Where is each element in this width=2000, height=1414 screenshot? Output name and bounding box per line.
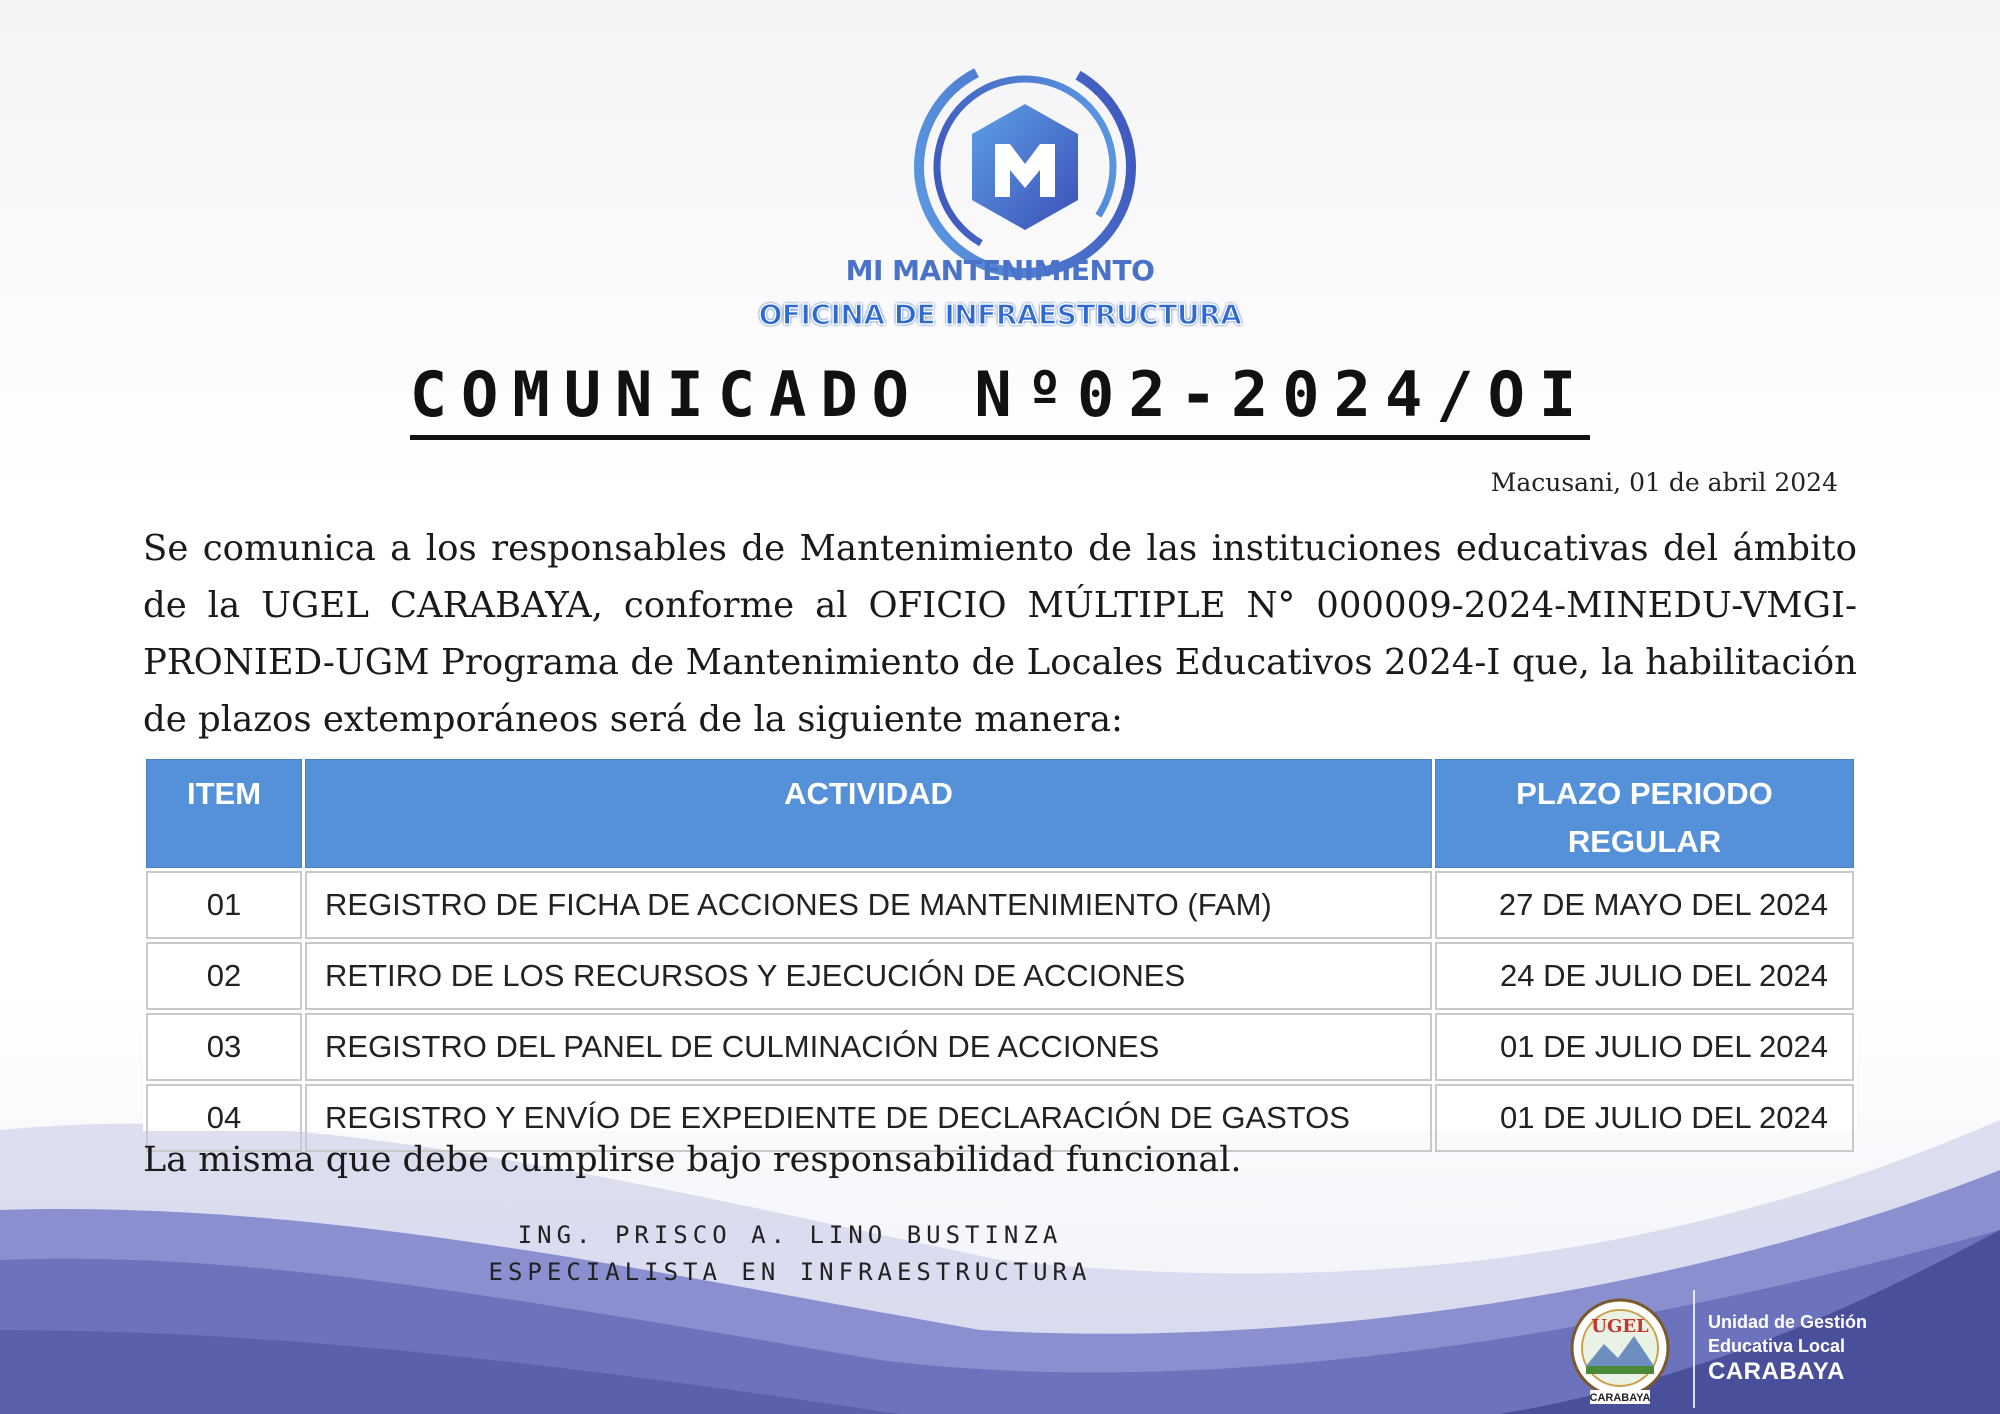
brand-subtitle: OFICINA DE INFRAESTRUCTURA — [758, 298, 1242, 331]
header-item: ITEM — [146, 759, 302, 868]
svg-text:CARABAYA: CARABAYA — [1589, 1392, 1651, 1404]
row-item: 02 — [146, 942, 302, 1010]
place-date: Macusani, 01 de abril 2024 — [1490, 468, 1838, 497]
deadlines-table — [143, 756, 1857, 1135]
row-item: 04 — [146, 1084, 302, 1152]
table-header-row — [146, 759, 1854, 868]
footer-divider — [1693, 1290, 1695, 1408]
svg-text:UGEL: UGEL — [1591, 1316, 1649, 1337]
mi-mantenimiento-logo-icon — [910, 52, 1140, 282]
document-title: COMUNICADO Nº02-2024/OI — [410, 358, 1591, 440]
closing-sentence: La misma que debe cumplirse bajo responsabilidad funcional. — [143, 1140, 1242, 1180]
row-item: 03 — [146, 1013, 302, 1081]
org-line-2: Educativa Local — [1708, 1336, 1846, 1356]
table-row — [146, 1013, 1854, 1081]
row-activity: REGISTRO Y ENVÍO DE EXPEDIENTE DE DECLARACIÓN DE GASTOS — [305, 1084, 1432, 1152]
row-deadline: 24 DE JULIO DEL 2024 — [1435, 942, 1854, 1010]
signatory-name: ING. PRISCO A. LINO BUSTINZA — [517, 1221, 1063, 1249]
row-activity: REGISTRO DE FICHA DE ACCIONES DE MANTENIMIENTO (FAM) — [305, 871, 1432, 939]
document-title-wrap — [0, 358, 2000, 440]
ugel-org-name — [1708, 1310, 1867, 1384]
brand-title: MI MANTENIMIENTO — [845, 254, 1155, 287]
signatory-role: ESPECIALISTA EN INFRAESTRUCTURA — [488, 1258, 1092, 1286]
ugel-seal-icon — [1568, 1296, 1672, 1406]
body-paragraph: Se comunica a los responsables de Mantenimiento de las instituciones educativas del ámbito de la UGEL CARABAYA, conforme al OFICIO MÚLTIPLE N° 000009-2024-MINEDU-VMGI-PRONIED-UGM Programa de Mantenimiento de Locales Educativos 2024-I que, la habilitación de plazos extemporáneos será de la siguiente manera: — [143, 528, 1857, 740]
table-row — [146, 871, 1854, 939]
row-activity: REGISTRO DEL PANEL DE CULMINACIÓN DE ACCIONES — [305, 1013, 1432, 1081]
row-activity: RETIRO DE LOS RECURSOS Y EJECUCIÓN DE ACCIONES — [305, 942, 1432, 1010]
row-deadline: 01 DE JULIO DEL 2024 — [1435, 1084, 1854, 1152]
row-deadline: 27 DE MAYO DEL 2024 — [1435, 871, 1854, 939]
row-deadline: 01 DE JULIO DEL 2024 — [1435, 1013, 1854, 1081]
table-row — [146, 942, 1854, 1010]
row-item: 01 — [146, 871, 302, 939]
org-line-1: Unidad de Gestión — [1708, 1312, 1868, 1332]
header-activity: ACTIVIDAD — [305, 759, 1432, 868]
org-line-3: CARABAYA — [1708, 1358, 1845, 1385]
header-deadline: PLAZO PERIODO REGULAR — [1435, 759, 1854, 868]
